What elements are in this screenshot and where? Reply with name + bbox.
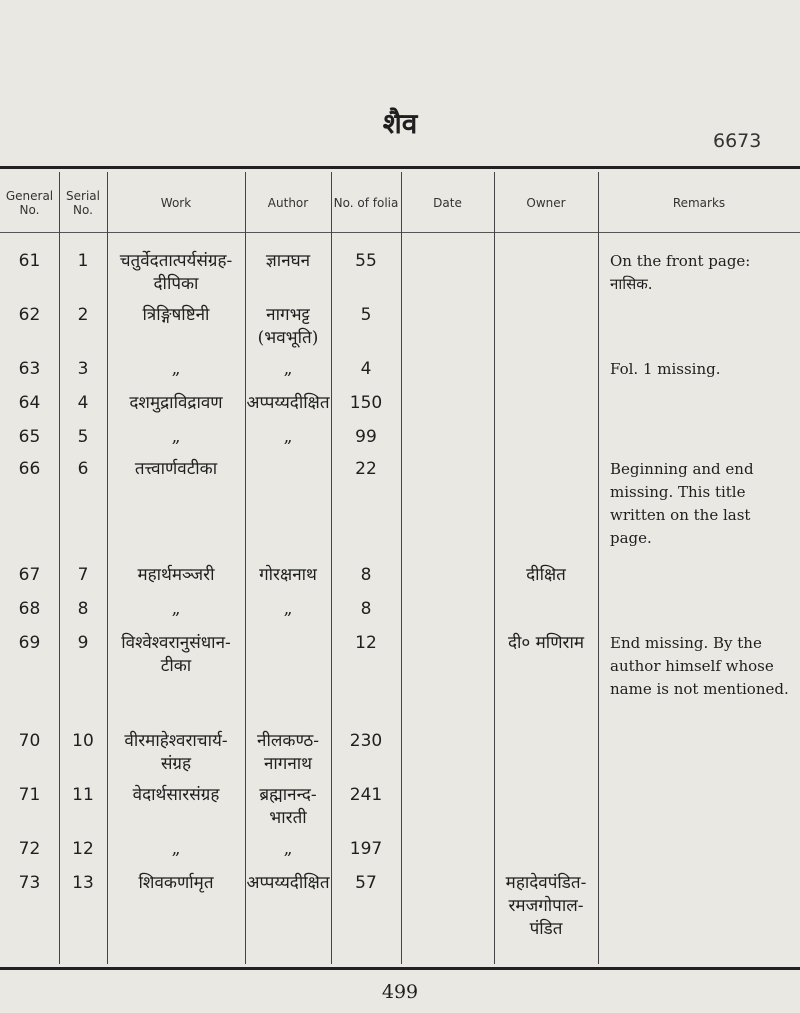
work-cell: शिवकर्णामृत: [138, 873, 214, 893]
serial-no-cell: 11: [72, 785, 94, 805]
serial-no-cell: 2: [77, 305, 89, 325]
work-cell: महार्थमञ्जरी: [137, 565, 215, 585]
general-no-cell: 63: [18, 359, 41, 379]
author-cell: अप्पय्यदीक्षित: [246, 873, 330, 893]
header-folia: No. of folia: [333, 196, 399, 210]
serial-no-cell: 8: [77, 599, 89, 619]
serial-no-cell: 13: [72, 873, 94, 893]
header-owner: Owner: [526, 196, 566, 210]
work-cell: दशमुद्राविद्रावण: [129, 393, 223, 413]
folia-cell: 8: [360, 565, 372, 585]
author-cell: गोरक्षनाथ: [259, 565, 317, 585]
column-divider: [401, 172, 402, 964]
general-no-cell: 61: [18, 251, 41, 271]
catalog-code: 6673: [713, 130, 762, 152]
work-cell: „: [171, 599, 181, 619]
serial-no-cell: 9: [77, 633, 89, 653]
general-no-cell: 66: [18, 459, 41, 479]
serial-no-cell: 12: [72, 839, 94, 859]
header-rule: [0, 232, 800, 233]
folia-cell: 5: [360, 305, 372, 325]
author-cell: अप्पय्यदीक्षित: [246, 393, 330, 413]
general-no-cell: 72: [18, 839, 41, 859]
general-no-cell: 69: [18, 633, 41, 653]
manuscript-catalog-table: [0, 166, 800, 970]
header-serial-no: Serial No.: [66, 189, 100, 217]
general-no-cell: 70: [18, 731, 41, 751]
author-cell: „: [283, 839, 293, 859]
work-cell: „: [171, 839, 181, 859]
folia-cell: 22: [355, 459, 377, 479]
serial-no-cell: 4: [77, 393, 89, 413]
general-no-cell: 73: [18, 873, 41, 893]
remarks-cell: Fol. 1 missing.: [610, 360, 721, 378]
remarks-cell: Beginning and end missing. This title written on the last page.: [610, 460, 754, 547]
folia-cell: 57: [355, 873, 377, 893]
folia-cell: 230: [349, 731, 383, 751]
work-cell: „: [171, 427, 181, 447]
column-divider: [598, 172, 599, 964]
author-cell: नीलकण्ठ- नागनाथ: [257, 731, 319, 774]
work-cell: त्रिङ्गिषष्टिनी: [142, 305, 210, 325]
author-cell: नागभट्ट (भवभूति): [257, 305, 319, 348]
work-cell: वेदार्थसारसंग्रह: [132, 785, 220, 805]
general-no-cell: 62: [18, 305, 41, 325]
folia-cell: 241: [349, 785, 383, 805]
author-cell: „: [283, 359, 293, 379]
table-bottom-rule: [0, 967, 800, 970]
folia-cell: 8: [360, 599, 372, 619]
author-cell: ज्ञानघन: [265, 251, 311, 271]
remarks-cell: On the front page: नासिक.: [610, 252, 751, 293]
serial-no-cell: 3: [77, 359, 89, 379]
folia-cell: 150: [349, 393, 383, 413]
folia-cell: 197: [349, 839, 383, 859]
work-cell: „: [171, 359, 181, 379]
work-cell: चतुर्वेदतात्पर्यसंग्रह- दीपिका: [119, 251, 233, 294]
header-date: Date: [433, 196, 462, 210]
header-author: Author: [267, 196, 309, 210]
work-cell: वीरमाहेश्वराचार्य- संग्रह: [124, 731, 228, 774]
remarks-cell: End missing. By the author himself whose name is not mentioned.: [610, 634, 789, 698]
folia-cell: 4: [360, 359, 372, 379]
page-number: 499: [381, 981, 419, 1003]
author-cell: ब्रह्मानन्द- भारती: [259, 785, 317, 828]
folia-cell: 55: [355, 251, 377, 271]
general-no-cell: 68: [18, 599, 41, 619]
work-cell: तत्त्वार्णवटीका: [134, 459, 218, 479]
general-no-cell: 64: [18, 393, 41, 413]
general-no-cell: 71: [18, 785, 41, 805]
section-heading: शैव: [382, 107, 418, 140]
author-cell: „: [283, 427, 293, 447]
folia-cell: 12: [355, 633, 377, 653]
general-no-cell: 67: [18, 565, 41, 585]
serial-no-cell: 5: [77, 427, 89, 447]
serial-no-cell: 7: [77, 565, 89, 585]
owner-cell: दीक्षित: [526, 565, 566, 585]
serial-no-cell: 1: [77, 251, 89, 271]
work-cell: विश्वेश्वरानुसंधान- टीका: [121, 633, 231, 676]
owner-cell: दी० मणिराम: [507, 633, 585, 653]
header-work: Work: [160, 196, 192, 210]
header-remarks: Remarks: [672, 196, 726, 210]
author-cell: „: [283, 599, 293, 619]
serial-no-cell: 6: [77, 459, 89, 479]
table-top-rule: [0, 166, 800, 169]
folia-cell: 99: [355, 427, 377, 447]
header-general-no: General No.: [5, 189, 54, 217]
serial-no-cell: 10: [72, 731, 94, 751]
owner-cell: महादेवपंडित- रमजगोपाल- पंडित: [505, 873, 587, 939]
general-no-cell: 65: [18, 427, 41, 447]
